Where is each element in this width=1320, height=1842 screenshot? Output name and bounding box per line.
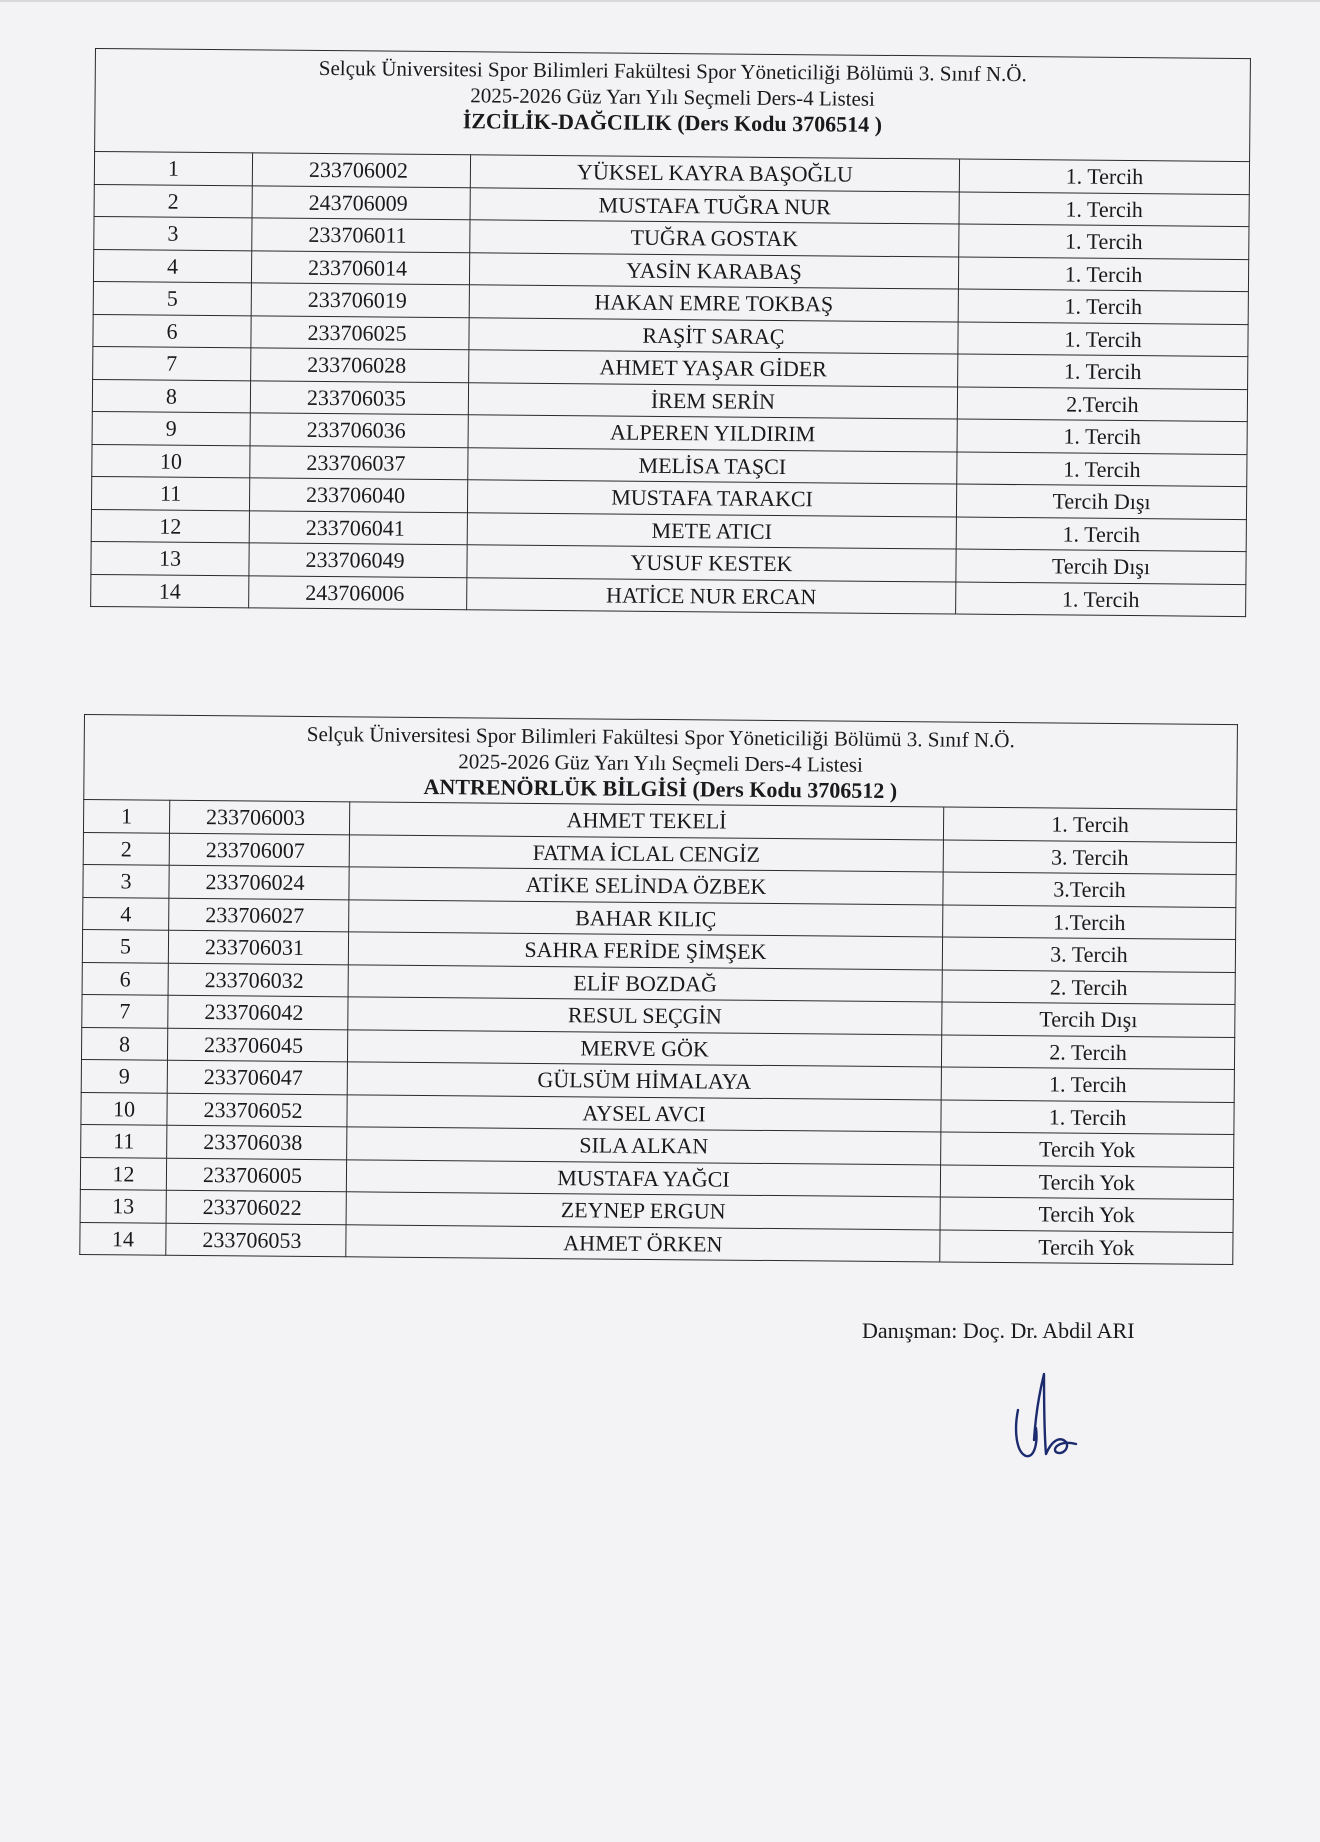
header-line-2: 2025-2026 Güz Yarı Yılı Seçmeli Ders-4 Listesi <box>470 83 875 111</box>
student-number: 233706025 <box>251 315 469 349</box>
student-number: 233706032 <box>168 963 348 997</box>
student-name: ALPEREN YILDIRIM <box>468 415 957 452</box>
preference: Tercih Dışı <box>942 1002 1235 1037</box>
student-number: 233706052 <box>167 1093 347 1127</box>
student-number: 233706037 <box>250 445 468 479</box>
student-name: BAHAR KILIÇ <box>349 899 943 937</box>
student-number: 243706009 <box>252 185 470 219</box>
student-number: 233706002 <box>252 153 470 187</box>
row-number: 1 <box>94 152 252 186</box>
preference: 2. Tercih <box>941 1034 1234 1069</box>
student-name: GÜLSÜM HİMALAYA <box>347 1062 941 1100</box>
student-number: 233706005 <box>166 1158 346 1192</box>
student-number: 233706024 <box>169 865 349 899</box>
course-title: İZCİLİK-DAĞCILIK (Ders Kodu 3706514 ) <box>462 108 883 137</box>
student-name: MUSTAFA YAĞCI <box>346 1159 940 1197</box>
header-line-2: 2025-2026 Güz Yarı Yılı Seçmeli Ders-4 Listesi <box>458 749 863 777</box>
row-number: 4 <box>83 897 169 930</box>
preference: 1. Tercih <box>956 517 1246 552</box>
row-number: 6 <box>82 962 168 995</box>
student-name: SAHRA FERİDE ŞİMŞEK <box>348 932 942 970</box>
student-name: MUSTAFA TARAKCI <box>467 480 956 517</box>
student-number: 233706027 <box>169 898 349 932</box>
row-number: 13 <box>91 541 249 575</box>
student-name: HAKAN EMRE TOKBAŞ <box>469 285 958 322</box>
preference: 1. Tercih <box>959 192 1249 227</box>
student-number: 233706042 <box>168 995 348 1029</box>
course-title: ANTRENÖRLÜK BİLGİSİ (Ders Kodu 3706512 ) <box>423 773 898 804</box>
student-number: 233706014 <box>251 250 469 284</box>
student-number: 233706045 <box>167 1028 347 1062</box>
student-name: ELİF BOZDAĞ <box>348 964 942 1002</box>
student-name: RAŞİT SARAÇ <box>469 317 958 354</box>
student-number: 233706022 <box>166 1190 346 1224</box>
student-name: AYSEL AVCI <box>347 1094 941 1132</box>
antrenorluk-bilgisi-table <box>79 714 1238 1265</box>
header-line-1: Selçuk Üniversitesi Spor Bilimleri Fakültesi Spor Yöneticiliği Bölümü 3. Sınıf N.Ö. <box>318 55 1027 87</box>
student-number: 233706036 <box>250 413 468 447</box>
row-number: 14 <box>91 574 249 608</box>
row-number: 8 <box>81 1027 167 1060</box>
header-line-1: Selçuk Üniversitesi Spor Bilimleri Fakültesi Spor Yöneticiliği Bölümü 3. Sınıf N.Ö. <box>306 721 1015 753</box>
preference: 1. Tercih <box>943 807 1236 842</box>
row-number: 5 <box>93 281 251 315</box>
preference: 1. Tercih <box>957 419 1247 454</box>
student-number: 233706041 <box>249 510 467 544</box>
preference: Tercih Yok <box>940 1229 1233 1264</box>
student-name: İREM SERİN <box>468 382 957 419</box>
row-number: 6 <box>93 314 251 348</box>
preference: Tercih Yok <box>940 1164 1233 1199</box>
table-header <box>84 715 1238 810</box>
student-number: 243706006 <box>249 575 467 609</box>
student-name: ATİKE SELİNDA ÖZBEK <box>349 867 943 905</box>
preference: 1. Tercih <box>957 452 1247 487</box>
preference: 1. Tercih <box>958 289 1248 324</box>
preference: 1. Tercih <box>958 257 1248 292</box>
row-number: 14 <box>80 1222 166 1255</box>
student-name: MERVE GÖK <box>347 1029 941 1067</box>
row-number: 11 <box>81 1124 167 1157</box>
student-name: MELİSA TAŞCI <box>468 447 957 484</box>
row-number: 5 <box>82 929 168 962</box>
student-number: 233706035 <box>250 380 468 414</box>
preference: 3. Tercih <box>943 840 1236 875</box>
student-name: AHMET YAŞAR GİDER <box>469 350 958 387</box>
student-number: 233706003 <box>169 800 349 834</box>
preference: Tercih Dışı <box>956 484 1246 519</box>
row-number: 9 <box>92 411 250 445</box>
row-number: 2 <box>94 184 252 218</box>
row-number: 1 <box>83 800 169 833</box>
row-number: 10 <box>92 444 250 478</box>
row-number: 10 <box>81 1092 167 1125</box>
student-number: 233706007 <box>169 833 349 867</box>
student-number: 233706040 <box>249 478 467 512</box>
row-number: 2 <box>83 832 169 865</box>
student-name: MUSTAFA TUĞRA NUR <box>470 187 959 224</box>
student-number: 233706011 <box>252 218 470 252</box>
student-name: RESUL SEÇGİN <box>348 997 942 1035</box>
student-number: 233706053 <box>166 1223 346 1257</box>
preference: 1. Tercih <box>956 582 1246 617</box>
row-number: 8 <box>92 379 250 413</box>
row-number: 4 <box>93 249 251 283</box>
row-number: 11 <box>91 476 249 510</box>
preference: 1. Tercih <box>941 1067 1234 1102</box>
preference: 2.Tercih <box>957 387 1247 422</box>
row-number: 12 <box>80 1157 166 1190</box>
row-number: 9 <box>81 1059 167 1092</box>
preference: 1. Tercih <box>959 224 1249 259</box>
preference: 3. Tercih <box>942 937 1235 972</box>
student-number: 233706028 <box>251 348 469 382</box>
student-name: AHMET ÖRKEN <box>346 1224 940 1262</box>
preference: 1. Tercih <box>959 159 1249 194</box>
preference: Tercih Yok <box>941 1132 1234 1167</box>
row-number: 13 <box>80 1189 166 1222</box>
student-name: TUĞRA GOSTAK <box>470 220 959 257</box>
row-number: 7 <box>93 346 251 380</box>
row-number: 12 <box>91 509 249 543</box>
preference: Tercih Dışı <box>956 549 1246 584</box>
student-name: YÜKSEL KAYRA BAŞOĞLU <box>470 155 959 192</box>
advisor-name: Danışman: Doç. Dr. Abdil ARI <box>862 1318 1135 1343</box>
student-name: SILA ALKAN <box>347 1127 941 1165</box>
student-name: HATİCE NUR ERCAN <box>467 577 956 614</box>
student-name: FATMA İCLAL CENGİZ <box>349 834 943 872</box>
preference: 2. Tercih <box>942 969 1235 1004</box>
signature-icon <box>1004 1370 1084 1462</box>
student-number: 233706019 <box>251 283 469 317</box>
row-number: 7 <box>82 994 168 1027</box>
table-header <box>95 49 1251 144</box>
preference: 1. Tercih <box>958 354 1248 389</box>
student-number: 233706038 <box>167 1125 347 1159</box>
preference: 3.Tercih <box>943 872 1236 907</box>
preference: 1. Tercih <box>958 322 1248 357</box>
preference: 1. Tercih <box>941 1099 1234 1134</box>
student-number: 233706047 <box>167 1060 347 1094</box>
student-name: YASİN KARABAŞ <box>469 252 958 289</box>
row-number: 3 <box>83 864 169 897</box>
student-name: ZEYNEP ERGUN <box>346 1192 940 1230</box>
student-name: YUSUF KESTEK <box>467 545 956 582</box>
row-number: 3 <box>94 216 252 250</box>
student-name: METE ATICI <box>467 512 956 549</box>
preference: Tercih Yok <box>940 1197 1233 1232</box>
student-name: AHMET TEKELİ <box>349 802 943 840</box>
student-number: 233706049 <box>249 543 467 577</box>
preference: 1.Tercih <box>943 905 1236 940</box>
student-number: 233706031 <box>168 930 348 964</box>
izcilik-dagcilik-table <box>90 48 1251 617</box>
